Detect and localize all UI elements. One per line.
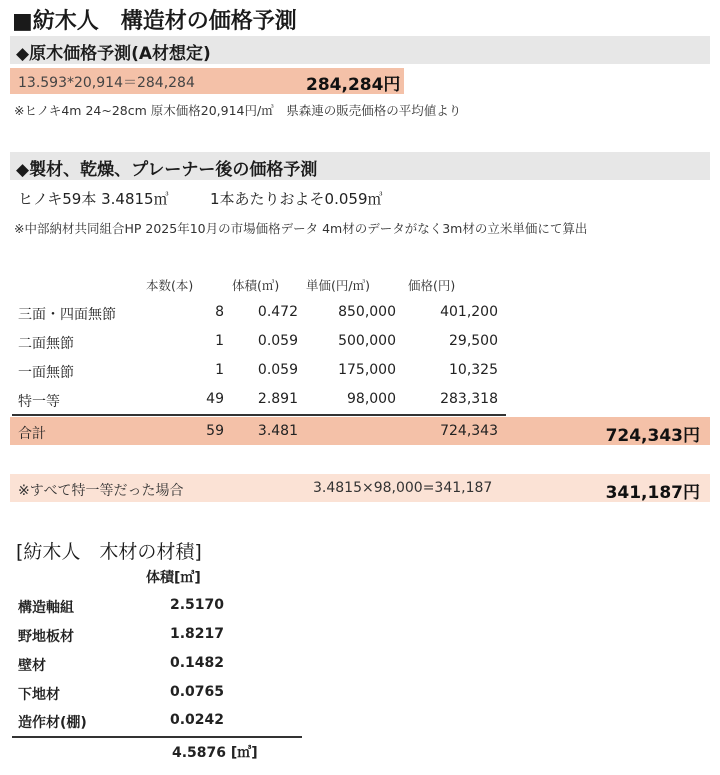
section-header-lumber-price bbox=[10, 152, 710, 180]
unit-price-cell: 850,000 bbox=[338, 304, 396, 320]
lumber-count-volume: ヒノキ59本 3.4815㎥ bbox=[18, 190, 169, 208]
price-cell: 29,500 bbox=[449, 333, 498, 349]
material-name: 壁材 bbox=[18, 658, 46, 674]
log-price-result: 284,284円 bbox=[306, 75, 401, 95]
log-price-formula: 13.593*20,914＝284,284 bbox=[18, 75, 195, 91]
material-name: 造作材(棚) bbox=[18, 715, 87, 731]
volume-col-header: 体積[㎥] bbox=[146, 570, 201, 586]
material-volume: 2.5170 bbox=[169, 597, 224, 613]
volume-table-divider bbox=[12, 736, 302, 738]
material-name: 下地材 bbox=[18, 687, 60, 703]
volume-table-heading: [紡木人 木材の材積] bbox=[16, 541, 202, 563]
price-cell: 401,200 bbox=[440, 304, 498, 320]
volume-cell: 0.059 bbox=[257, 333, 298, 349]
header-price: 価格(円) bbox=[408, 278, 456, 293]
volume-cell: 0.472 bbox=[257, 304, 298, 320]
header-unit-price: 単価(円/㎥) bbox=[306, 278, 370, 293]
material-volume: 0.0765 bbox=[169, 684, 224, 700]
total-price: 724,343 bbox=[440, 423, 498, 439]
unit-price-cell: 175,000 bbox=[338, 362, 396, 378]
price-cell: 283,318 bbox=[440, 391, 498, 407]
header-volume: 体積(㎥) bbox=[232, 278, 280, 293]
material-name: 野地板材 bbox=[18, 629, 74, 645]
alt-case-formula: 3.4815×98,000=341,187 bbox=[313, 480, 493, 496]
table-divider bbox=[12, 414, 506, 416]
section-heading: ◆原木価格予測(A材想定) bbox=[16, 44, 211, 64]
count-cell: 8 bbox=[215, 304, 224, 320]
count-cell: 1 bbox=[215, 362, 224, 378]
unit-price-cell: 98,000 bbox=[347, 391, 396, 407]
section-header-log-price bbox=[10, 36, 710, 64]
unit-price-cell: 500,000 bbox=[338, 333, 396, 349]
alt-case-result: 341,187円 bbox=[605, 483, 700, 503]
grade-cell: 二面無節 bbox=[18, 336, 74, 352]
log-price-note: ※ヒノキ4m 24~28cm 原木価格20,914円/㎥ 県森連の販売価格の平均値より bbox=[14, 103, 462, 118]
material-volume: 0.0242 bbox=[169, 712, 224, 728]
grade-cell: 特一等 bbox=[18, 394, 60, 410]
volume-cell: 2.891 bbox=[257, 391, 298, 407]
volume-total: 4.5876 [㎥] bbox=[172, 745, 258, 761]
material-name: 構造軸組 bbox=[18, 600, 74, 616]
total-label: 合計 bbox=[18, 426, 46, 442]
total-count: 59 bbox=[206, 423, 224, 439]
volume-cell: 0.059 bbox=[257, 362, 298, 378]
price-cell: 10,325 bbox=[449, 362, 498, 378]
page-title: ■紡木人 構造材の価格予測 bbox=[12, 9, 297, 34]
market-data-note: ※中部納材共同組合HP 2025年10月の市場価格データ 4m材のデータがなく3m材の立米単価にて算出 bbox=[14, 221, 588, 236]
count-cell: 1 bbox=[215, 333, 224, 349]
header-count: 本数(本) bbox=[146, 278, 194, 293]
alt-case-label: ※すべて特一等だった場合 bbox=[18, 483, 184, 499]
grade-cell: 一面無節 bbox=[18, 365, 74, 381]
material-volume: 0.1482 bbox=[169, 655, 224, 671]
material-volume: 1.8217 bbox=[169, 626, 224, 642]
total-volume: 3.481 bbox=[257, 423, 298, 439]
count-cell: 49 bbox=[206, 391, 224, 407]
total-price-big: 724,343円 bbox=[605, 426, 700, 446]
grade-cell: 三面・四面無節 bbox=[18, 307, 116, 323]
per-piece-volume: 1本あたりおよそ0.059㎥ bbox=[210, 190, 383, 208]
section-heading: ◆製材、乾燥、プレーナー後の価格予測 bbox=[16, 160, 318, 180]
